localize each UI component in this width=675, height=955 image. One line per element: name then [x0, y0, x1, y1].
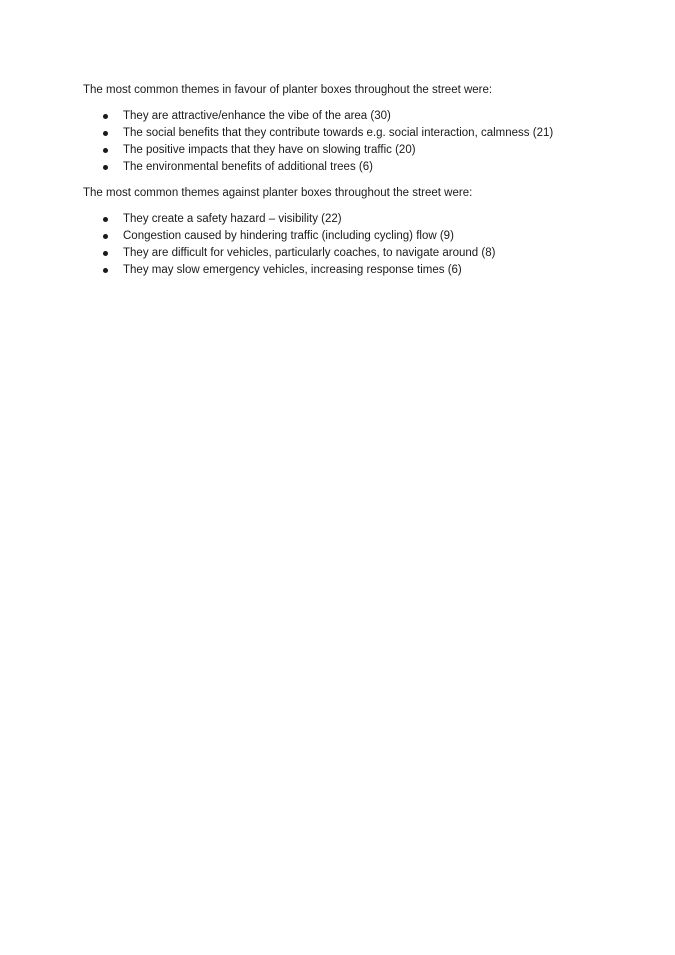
list-item-text: The social benefits that they contribute towards e.g. social interaction, calmness (21) [123, 127, 554, 139]
list-item-text: The environmental benefits of additional trees (6) [123, 161, 373, 173]
list-item [83, 245, 643, 262]
bullet-icon [103, 217, 108, 222]
bullet-icon [103, 114, 108, 119]
list-item [83, 142, 643, 159]
list-item [83, 262, 643, 279]
bullet-list-against [83, 211, 643, 279]
list-item-text: The positive impacts that they have on slowing traffic (20) [123, 144, 416, 156]
document-content [83, 82, 643, 279]
bullet-icon [103, 251, 108, 256]
section-intro-in-favour: The most common themes in favour of planter boxes throughout the street were: [83, 84, 493, 96]
bullet-list-in-favour [83, 108, 643, 176]
bullet-icon [103, 131, 108, 136]
list-item-text: They create a safety hazard – visibility (22) [123, 213, 342, 225]
list-item-text: They may slow emergency vehicles, increasing response times (6) [123, 264, 462, 276]
list-item-text: They are attractive/enhance the vibe of the area (30) [123, 110, 391, 122]
list-item-text: They are difficult for vehicles, particularly coaches, to navigate around (8) [123, 247, 496, 259]
list-item [83, 108, 643, 125]
bullet-icon [103, 268, 108, 273]
list-item [83, 211, 643, 228]
list-item-text: Congestion caused by hindering traffic (including cycling) flow (9) [123, 230, 454, 242]
bullet-icon [103, 234, 108, 239]
bullet-icon [103, 165, 108, 170]
list-item [83, 228, 643, 245]
list-item [83, 159, 643, 176]
list-item [83, 125, 643, 142]
section-spacer [83, 176, 643, 185]
bullet-icon [103, 148, 108, 153]
section-intro-against: The most common themes against planter boxes throughout the street were: [83, 187, 473, 199]
